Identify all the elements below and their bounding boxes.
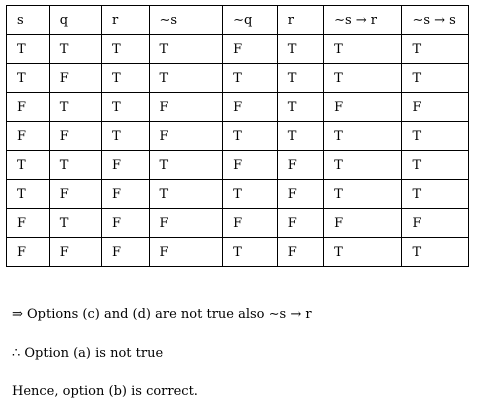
table-cell: T: [7, 180, 50, 209]
table-cell: T: [223, 122, 278, 151]
table-cell: F: [324, 209, 402, 238]
table-row: [7, 151, 469, 180]
table-cell: F: [324, 93, 402, 122]
table-cell: T: [102, 93, 150, 122]
table-cell: F: [223, 35, 278, 64]
table-cell: T: [102, 64, 150, 93]
table-cell: T: [49, 209, 101, 238]
table-cell: F: [277, 238, 323, 267]
header-not-q: ∼q: [223, 6, 278, 35]
table-cell: T: [149, 180, 223, 209]
header-r-second: r: [277, 6, 323, 35]
conclusion-option-a: ∴ Option (a) is not true: [12, 346, 164, 361]
table-row: [7, 122, 469, 151]
table-cell: F: [149, 209, 223, 238]
table-row: [7, 64, 469, 93]
header-q: q: [49, 6, 101, 35]
table-cell: F: [402, 209, 469, 238]
table-cell: F: [102, 180, 150, 209]
table-cell: F: [277, 209, 323, 238]
table-cell: T: [149, 35, 223, 64]
table-cell: F: [49, 64, 101, 93]
header-not-s-implies-r: ∼s → r: [324, 6, 402, 35]
table-cell: T: [324, 122, 402, 151]
table-cell: T: [102, 35, 150, 64]
table-cell: F: [7, 93, 50, 122]
table-cell: T: [49, 151, 101, 180]
table-cell: F: [402, 93, 469, 122]
header-s: s: [7, 6, 50, 35]
header-not-s: ∼s: [149, 6, 223, 35]
table-cell: T: [402, 122, 469, 151]
table-cell: T: [102, 122, 150, 151]
truth-table: [6, 5, 469, 267]
table-cell: T: [223, 238, 278, 267]
table-cell: F: [49, 180, 101, 209]
table-cell: T: [7, 35, 50, 64]
table-cell: T: [277, 93, 323, 122]
conclusion-options-c-d: ⇒ Options (c) and (d) are not true also ∼s → r: [12, 307, 312, 322]
table-row: [7, 35, 469, 64]
table-cell: F: [223, 93, 278, 122]
header-r: r: [102, 6, 150, 35]
table-cell: F: [149, 122, 223, 151]
table-cell: T: [402, 35, 469, 64]
table-cell: T: [402, 151, 469, 180]
table-cell: F: [223, 151, 278, 180]
table-cell: F: [7, 209, 50, 238]
table-header-row: [7, 6, 469, 35]
table-row: [7, 93, 469, 122]
table-cell: T: [324, 151, 402, 180]
table-cell: T: [402, 64, 469, 93]
table-cell: T: [324, 238, 402, 267]
table-cell: T: [277, 35, 323, 64]
table-cell: T: [7, 151, 50, 180]
table-cell: F: [277, 151, 323, 180]
table-cell: F: [102, 238, 150, 267]
table-cell: F: [7, 122, 50, 151]
table-cell: F: [102, 151, 150, 180]
table-body: [7, 35, 469, 267]
table-cell: F: [277, 180, 323, 209]
table-cell: F: [223, 209, 278, 238]
table-cell: T: [277, 122, 323, 151]
table-cell: F: [7, 238, 50, 267]
table-row: [7, 180, 469, 209]
table-cell: T: [149, 64, 223, 93]
table-cell: T: [223, 64, 278, 93]
conclusion-option-b: Hence, option (b) is correct.: [12, 384, 198, 399]
table-cell: F: [149, 93, 223, 122]
table-cell: T: [324, 35, 402, 64]
table-cell: T: [223, 180, 278, 209]
table-cell: F: [49, 122, 101, 151]
table-cell: T: [324, 64, 402, 93]
table-cell: T: [402, 180, 469, 209]
table-cell: T: [49, 35, 101, 64]
table-cell: T: [149, 151, 223, 180]
table-cell: F: [49, 238, 101, 267]
table-cell: T: [402, 238, 469, 267]
table-cell: T: [7, 64, 50, 93]
table-cell: T: [277, 64, 323, 93]
table-cell: T: [324, 180, 402, 209]
table-cell: F: [149, 238, 223, 267]
header-not-s-implies-s: ∼s → s: [402, 6, 469, 35]
table-row: [7, 209, 469, 238]
table-cell: F: [102, 209, 150, 238]
table-row: [7, 238, 469, 267]
table-cell: T: [49, 93, 101, 122]
